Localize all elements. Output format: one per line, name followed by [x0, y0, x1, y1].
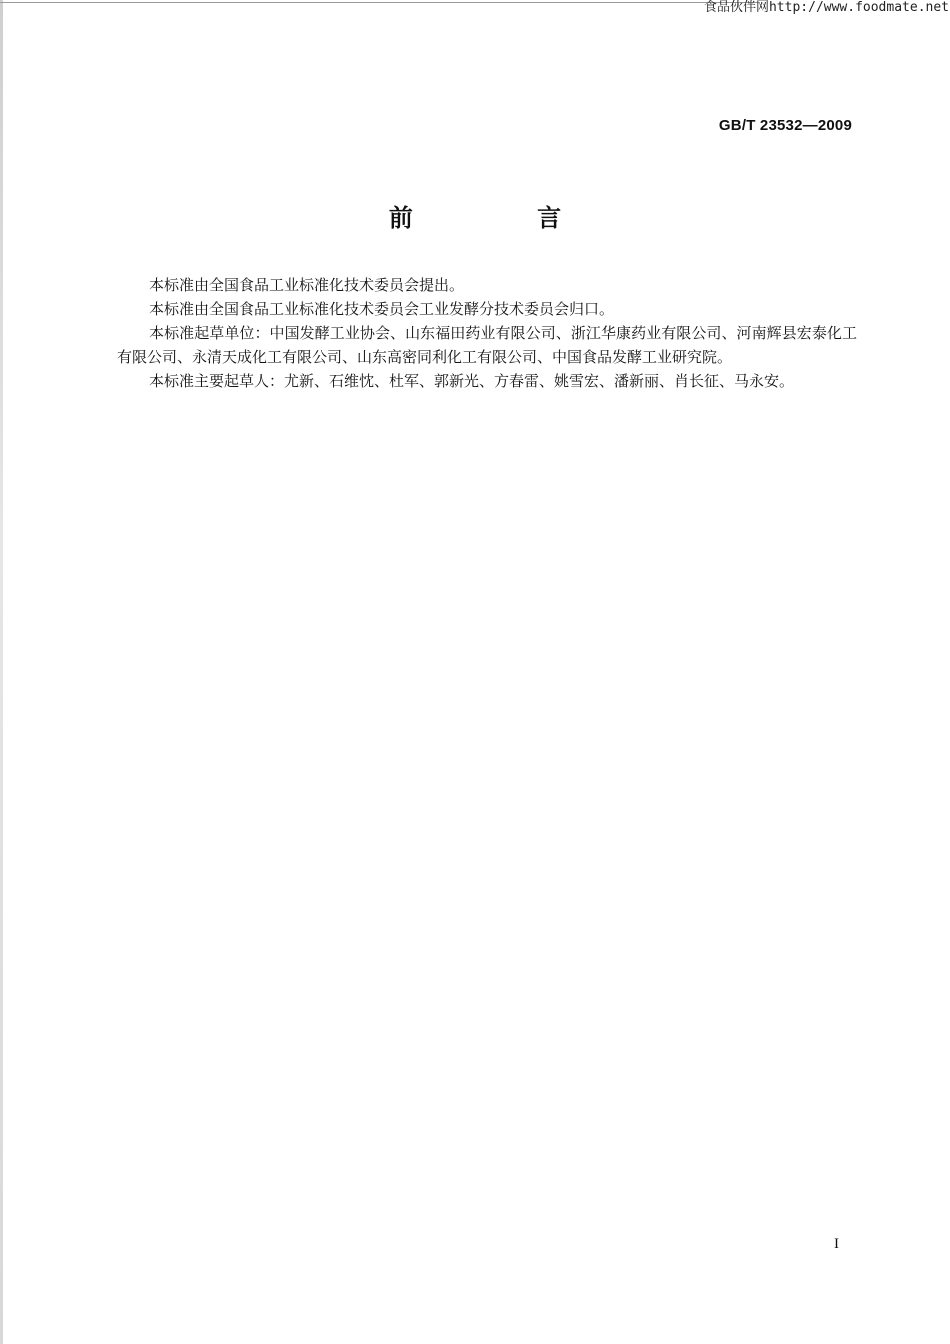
paragraph-drafters: 本标准主要起草人：尤新、石维忱、杜军、郭新光、方春雷、姚雪宏、潘新丽、肖长征、马永安。: [149, 372, 795, 390]
paragraph-proposer: 本标准由全国食品工业标准化技术委员会提出。: [149, 276, 465, 294]
paragraph-drafting-units: 本标准起草单位：中国发酵工业协会、山东福田药业有限公司、浙江华康药业有限公司、河南辉县宏泰化工有限公司、永清天成化工有限公司、山东高密同利化工有限公司、中国食品发酵工业研究院。: [117, 324, 857, 366]
page-number: I: [834, 1236, 839, 1252]
foreword-body: [117, 273, 857, 393]
scan-top-line: [0, 2, 760, 3]
page-title: 前 言: [388, 204, 620, 232]
standard-code: GB/T 23532—2009: [718, 117, 852, 134]
paragraph-centralized: 本标准由全国食品工业标准化技术委员会工业发酵分技术委员会归口。: [149, 300, 615, 318]
watermark: 食品伙伴网http://www.foodmate.net: [703, 0, 949, 15]
